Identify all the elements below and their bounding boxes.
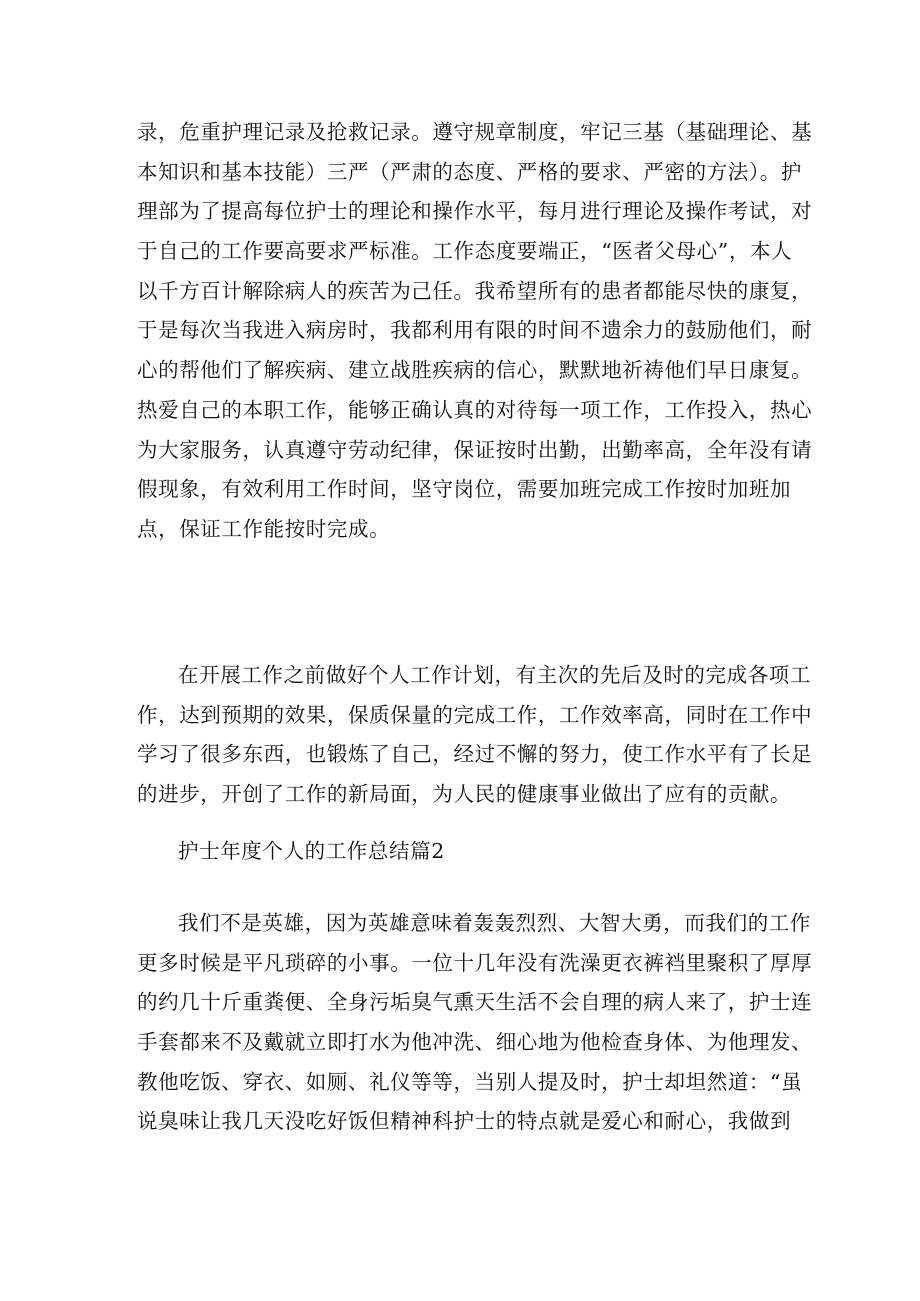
paragraph-line: 心的帮他们了解疾病、建立战胜疾病的信心，默默地祈祷他们早日康复。 [137, 358, 813, 383]
paragraph-line: 本知识和基本技能）三严（严肃的态度、严格的要求、严密的方法）。护 [137, 159, 802, 184]
paragraph-line: 的进步，开创了工作的新局面，为人民的健康事业做出了应有的贡献。 [137, 782, 792, 807]
paragraph-line: 手套都来不及戴就立即打水为他冲洗、细心地为他检查身体、为他理发、 [137, 1030, 813, 1055]
paragraph-line: 教他吃饭、穿衣、如厕、礼仪等等，当别人提及时，护士却坦然道：“虽 [137, 1069, 803, 1094]
paragraph-line: 热爱自己的本职工作，能够正确认真的对待每一项工作，工作投入，热心 [137, 397, 813, 422]
paragraph-line: 假现象，有效利用工作时间，坚守岗位，需要加班完成工作按时加班加 [137, 477, 792, 502]
paragraph-line: 理部为了提高每位护士的理论和操作水平，每月进行理论及操作考试，对 [137, 199, 813, 224]
paragraph-line: 点，保证工作能按时完成。 [137, 516, 391, 541]
paragraph-line: 于是每次当我进入病房时，我都利用有限的时间不遗余力的鼓励他们，耐 [137, 318, 813, 343]
paragraph-line: 学习了很多东西，也锻炼了自己，经过不懈的努力，使工作水平有了长足 [137, 742, 813, 767]
section-heading [137, 832, 787, 872]
paragraph-line: 的约几十斤重粪便、全身污垢臭气熏天生活不会自理的病人来了，护士连 [137, 990, 813, 1015]
paragraph-line: 于自己的工作要高要求严标准。工作态度要端正，“医者父母心”，本人 [137, 239, 793, 264]
paragraph-line: 说臭味让我几天没吃好饭但精神科护士的特点就是爱心和耐心，我做到 [137, 1109, 792, 1134]
paragraph-line: 为大家服务，认真遵守劳动纪律，保证按时出勤，出勤率高，全年没有请 [137, 437, 813, 462]
paragraph-3 [137, 904, 813, 1142]
section-heading-text: 护士年度个人的工作总结篇2 [178, 839, 445, 863]
paragraph-2 [137, 656, 813, 815]
paragraph-1 [137, 113, 813, 550]
paragraph-line: 在开展工作之前做好个人工作计划，有主次的先后及时的完成各项工 [178, 663, 811, 687]
paragraph-line: 更多时候是平凡琐碎的小事。一位十几年没有洗澡更衣裤裆里聚积了厚厚 [137, 950, 813, 975]
paragraph-line: 我们不是英雄，因为英雄意味着轰轰烈烈、大智大勇，而我们的工作 [178, 911, 811, 935]
paragraph-line: 作，达到预期的效果，保质保量的完成工作，工作效率高，同时在工作中 [137, 702, 813, 727]
paragraph-line: 以千方百计解除病人的疾苦为己任。我希望所有的患者都能尽快的康复， [137, 278, 813, 303]
paragraph-line: 录，危重护理记录及抢救记录。遵守规章制度，牢记三基（基础理论、基 [137, 120, 813, 144]
